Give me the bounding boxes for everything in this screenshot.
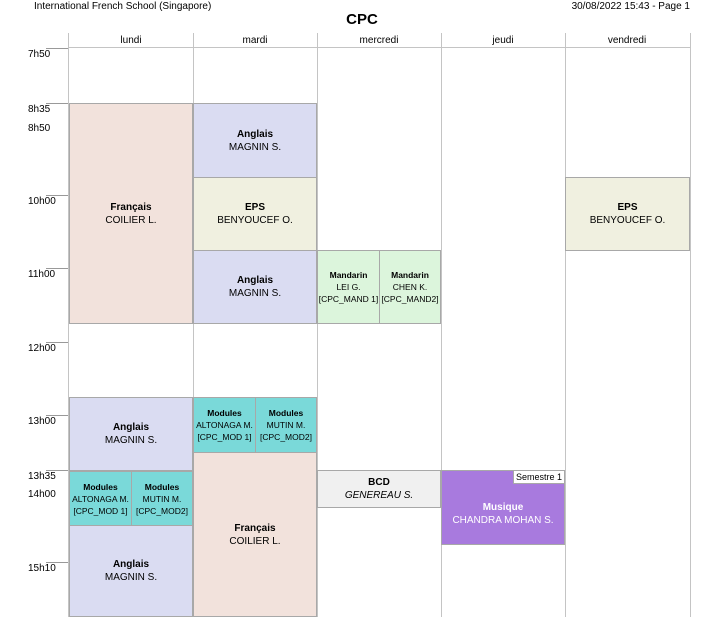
lesson-anglais-2-lundi[interactable] [69,525,193,617]
lesson-subject: Modules [268,408,304,418]
lesson-group: [CPC_MOD2] [260,432,312,442]
lesson-francais-mardi[interactable] [193,452,317,617]
lesson-group: [CPC_MOD 1] [197,432,252,442]
lesson-modules-2-mardi[interactable] [255,397,317,453]
lesson-eps-vendredi[interactable] [565,177,690,251]
lesson-mandarin-2-mercredi[interactable] [379,250,441,324]
lesson-modules-1-lundi[interactable] [69,471,132,526]
lesson-subject: Modules [83,481,118,492]
lesson-teacher: BENYOUCEF O. [217,215,293,226]
lesson-anglais-mardi[interactable] [193,103,317,178]
lesson-francais-lundi[interactable] [69,103,193,324]
lesson-group: [CPC_MOD 1] [73,505,128,516]
time-label: 11h00 [28,269,56,280]
day-header-mercredi: mercredi [359,35,399,46]
time-label: 15h10 [28,563,56,574]
time-label: 14h00 [28,489,56,500]
day-header-lundi: lundi [120,35,142,46]
lesson-modules-1-mardi[interactable] [193,397,256,453]
lesson-group: [CPC_MOD2] [136,505,188,516]
lesson-teacher: MAGNIN S. [104,435,158,446]
grid-line [690,33,691,617]
lesson-teacher: COILIER L. [105,214,157,226]
lesson-subject: Français [234,522,276,534]
lesson-teacher: MAGNIN S. [228,288,282,299]
time-label: 8h35 [28,104,51,115]
lesson-teacher: MAGNIN S. [104,572,158,583]
lesson-subject: Anglais [112,559,150,570]
lesson-teacher: GENEREAU S. [344,490,414,501]
lesson-teacher: ALTONAGA M. [72,493,129,504]
lesson-subject: BCD [368,477,390,488]
lesson-subject: Mandarin [391,270,429,280]
lesson-teacher: LEI G. [336,282,361,292]
time-label: 7h50 [28,49,51,60]
lesson-group: [CPC_MAND 1] [318,294,379,304]
lesson-teacher: MUTIN M. [266,420,306,430]
print-info: 30/08/2022 15:43 - Page 1 [571,1,690,12]
header-divider [69,47,690,48]
day-header-vendredi: vendredi [607,35,647,46]
semester-tag: Semestre 1 [513,470,565,484]
lesson-subject: EPS [617,202,638,213]
lesson-subject: Musique [482,501,524,513]
grid-line [565,33,566,617]
time-label: 13h35 [28,471,56,482]
lesson-teacher: CHEN K. [392,282,428,292]
school-name: International French School (Singapore) [34,1,212,12]
lesson-teacher: MUTIN M. [142,493,182,504]
lesson-teacher: BENYOUCEF O. [589,215,666,226]
lesson-subject: Modules [144,481,180,492]
lesson-anglais-2-mardi[interactable] [193,250,317,324]
lesson-subject: Anglais [236,128,274,140]
grid-line [317,33,318,617]
lesson-mandarin-1-mercredi[interactable] [317,250,380,324]
lesson-eps-mardi[interactable] [193,177,317,251]
day-header-jeudi: jeudi [492,35,514,46]
lesson-anglais-lundi[interactable] [69,397,193,471]
lesson-teacher: MAGNIN S. [228,141,282,153]
time-label: 13h00 [28,416,56,427]
lesson-modules-2-lundi[interactable] [131,471,193,526]
day-header-mardi: mardi [242,35,268,46]
time-label: 8h50 [28,123,51,134]
lesson-subject: EPS [244,202,265,213]
time-label: 12h00 [28,343,56,354]
lesson-teacher: COILIER L. [229,535,281,547]
time-label: 10h00 [28,196,56,207]
lesson-subject: Modules [207,408,242,418]
lesson-teacher: ALTONAGA M. [196,420,253,430]
lesson-subject: Anglais [112,422,150,433]
page-title: CPC [346,11,378,28]
lesson-subject: Mandarin [329,270,368,280]
lesson-subject: Français [110,201,152,213]
lesson-group: [CPC_MAND2] [381,294,439,304]
lesson-teacher: CHANDRA MOHAN S. [452,514,554,526]
lesson-subject: Anglais [236,275,274,286]
lesson-bcd-mercredi[interactable] [317,470,441,508]
